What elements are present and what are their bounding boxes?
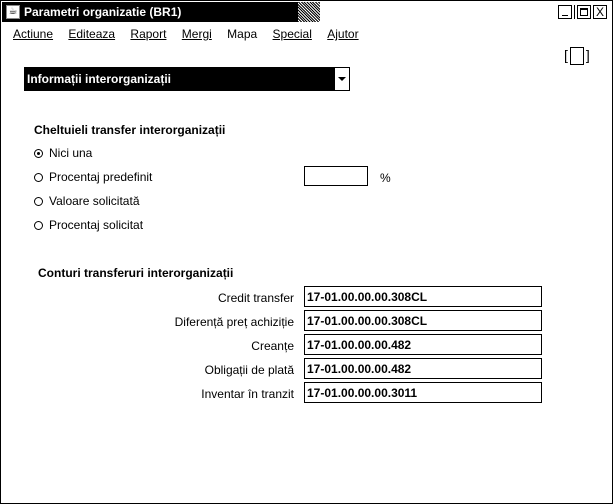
menu-mergi[interactable] <box>182 27 212 41</box>
radio-procentaj-solicitat[interactable] <box>34 218 143 232</box>
title-bar[interactable] <box>2 2 611 22</box>
account-label-credit-transfer: Credit transfer <box>217 291 294 305</box>
menu-ajutor[interactable] <box>327 27 358 41</box>
account-row-inventar-tranzit <box>121 382 542 404</box>
region-select[interactable] <box>24 67 350 91</box>
account-row-credit-transfer <box>121 286 542 308</box>
minimize-button[interactable] <box>558 5 572 19</box>
radio-nici-una[interactable] <box>34 146 92 160</box>
percent-sign: % <box>380 171 391 185</box>
window-title: Parametri organizatie (BR1) <box>24 5 182 19</box>
menu-raport[interactable] <box>130 27 166 41</box>
app-icon[interactable]: ☕ <box>6 5 20 19</box>
radio-procentaj-predefinit[interactable] <box>34 170 152 184</box>
menu-actiune-label: Actiune <box>13 27 54 41</box>
percentage-input[interactable] <box>304 166 368 186</box>
maximize-button[interactable] <box>577 5 591 19</box>
menu-raport-label: Raport <box>130 27 167 41</box>
indicator-left-bracket: [ <box>564 47 568 63</box>
account-row-obligatii <box>121 358 542 380</box>
menu-bar <box>13 27 371 43</box>
radio-procentaj-predefinit-label: Procentaj predefinit <box>49 170 153 184</box>
radio-nici-una-label: Nici una <box>49 146 93 160</box>
menu-mergi-label: Mergi <box>181 27 212 41</box>
account-row-diferenta-pret <box>121 310 542 332</box>
menu-special[interactable] <box>273 27 312 41</box>
radio-valoare-solicitata[interactable] <box>34 194 140 208</box>
region-select-value: Informații interorganizații <box>27 72 172 86</box>
account-field-inventar-tranzit[interactable]: 17-01.00.00.00.3011 <box>304 382 542 403</box>
accounts-heading: Conturi transferuri interorganizații <box>38 266 234 280</box>
radio-nici-una-indicator[interactable] <box>34 149 43 158</box>
account-row-creante <box>121 334 542 356</box>
radio-valoare-solicitata-indicator[interactable] <box>34 197 43 206</box>
account-field-obligatii[interactable]: 17-01.00.00.00.482 <box>304 358 542 379</box>
menu-editeaza-label: Editeaza <box>68 27 116 41</box>
account-field-credit-transfer[interactable]: 17-01.00.00.00.308CL <box>304 286 542 307</box>
account-field-creante[interactable]: 17-01.00.00.00.482 <box>304 334 542 355</box>
indicator-right-bracket: ] <box>585 47 590 63</box>
transfer-costs-heading: Cheltuieli transfer interorganizații <box>34 123 226 137</box>
folder-indicator[interactable] <box>564 47 590 65</box>
radio-procentaj-predefinit-indicator[interactable] <box>34 173 43 182</box>
window-controls <box>556 5 607 19</box>
menu-actiune[interactable] <box>13 27 53 41</box>
account-label-inventar-tranzit: Inventar în tranzit <box>201 387 294 401</box>
radio-valoare-solicitata-label: Valoare solicitată <box>49 194 140 208</box>
account-label-obligatii: Obligații de plată <box>204 363 294 377</box>
account-label-diferenta-pret: Diferență preț achiziție <box>174 315 294 329</box>
indicator-box-icon <box>570 47 584 65</box>
window-controls-divider <box>574 5 575 19</box>
radio-procentaj-solicitat-indicator[interactable] <box>34 221 43 230</box>
radio-procentaj-solicitat-label: Procentaj solicitat <box>49 218 144 232</box>
menu-ajutor-label: Ajutor <box>327 27 359 41</box>
chevron-down-icon[interactable] <box>334 68 349 90</box>
menu-editeaza[interactable] <box>68 27 115 41</box>
menu-mapa[interactable] <box>227 27 257 41</box>
title-bar-pattern <box>298 2 320 22</box>
menu-mapa-label: Mapa <box>227 27 258 41</box>
account-label-creante: Creanțe <box>251 339 294 353</box>
menu-special-label: Special <box>272 27 312 41</box>
close-button[interactable]: X <box>593 5 607 19</box>
account-field-diferenta-pret[interactable]: 17-01.00.00.00.308CL <box>304 310 542 331</box>
